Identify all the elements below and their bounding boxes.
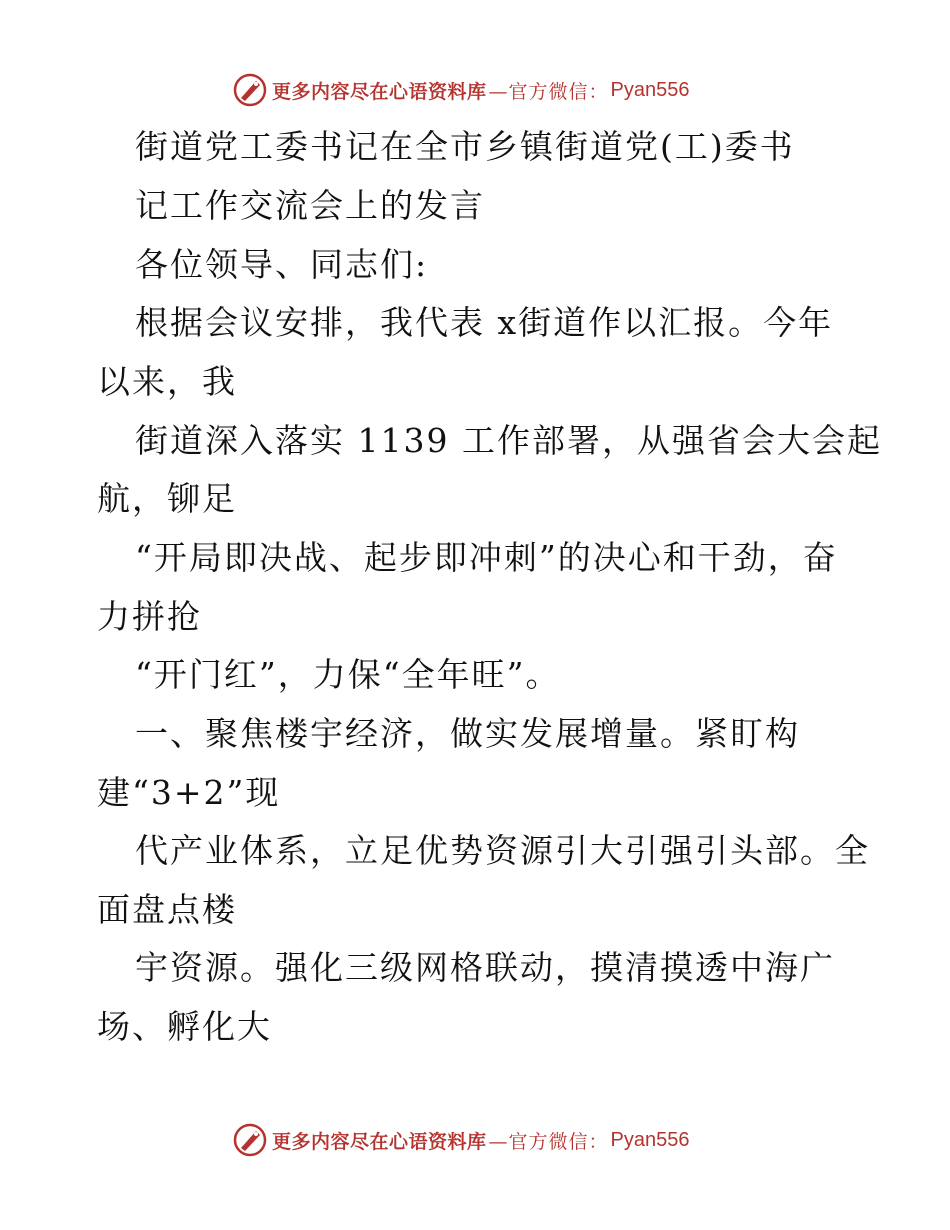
banner-wechat-id: Pyan556 bbox=[610, 1128, 690, 1151]
body-line: “开局即决战、起步即冲刺”的决心和干劲，奋 bbox=[135, 538, 838, 577]
banner-text-dash: —官方微信： bbox=[488, 80, 609, 103]
body-line: 以来，我 bbox=[97, 362, 237, 401]
body-line: 各位领导、同志们: bbox=[135, 245, 429, 284]
document-title-line-1: 街道党工委书记在全市乡镇街道党(工)委书 bbox=[135, 127, 795, 166]
banner-text-main: 更多内容尽在心语资料库 bbox=[272, 80, 487, 103]
banner-text-main: 更多内容尽在心语资料库 bbox=[272, 1130, 487, 1153]
body-line: 宇资源。强化三级网格联动，摸清摸透中海广 bbox=[135, 948, 835, 987]
header-watermark-banner bbox=[232, 70, 690, 110]
body-line: 一、聚焦楼宇经济，做实发展增量。紧盯构 bbox=[135, 714, 800, 753]
pen-logo-icon bbox=[232, 1122, 268, 1158]
banner-wechat-id: Pyan556 bbox=[610, 78, 690, 101]
footer-watermark-banner bbox=[232, 1120, 690, 1160]
pen-logo-icon bbox=[232, 72, 268, 108]
body-line: 航，铆足 bbox=[97, 479, 237, 518]
body-line: “开门红”，力保“全年旺”。 bbox=[135, 655, 561, 694]
body-line: 场、孵化大 bbox=[97, 1007, 272, 1046]
document-title-line-2: 记工作交流会上的发言 bbox=[135, 186, 485, 225]
body-line: 代产业体系，立足优势资源引大引强引头部。全 bbox=[135, 831, 870, 870]
banner-text-dash: —官方微信： bbox=[488, 1130, 609, 1153]
body-line: 建“3+2”现 bbox=[97, 773, 281, 812]
body-line: 面盘点楼 bbox=[97, 890, 237, 929]
body-line: 街道深入落实 1139 工作部署，从强省会大会起 bbox=[135, 421, 882, 460]
body-line: 根据会议安排，我代表 x街道作以汇报。今年 bbox=[135, 303, 834, 342]
body-line: 力拼抢 bbox=[97, 597, 202, 636]
